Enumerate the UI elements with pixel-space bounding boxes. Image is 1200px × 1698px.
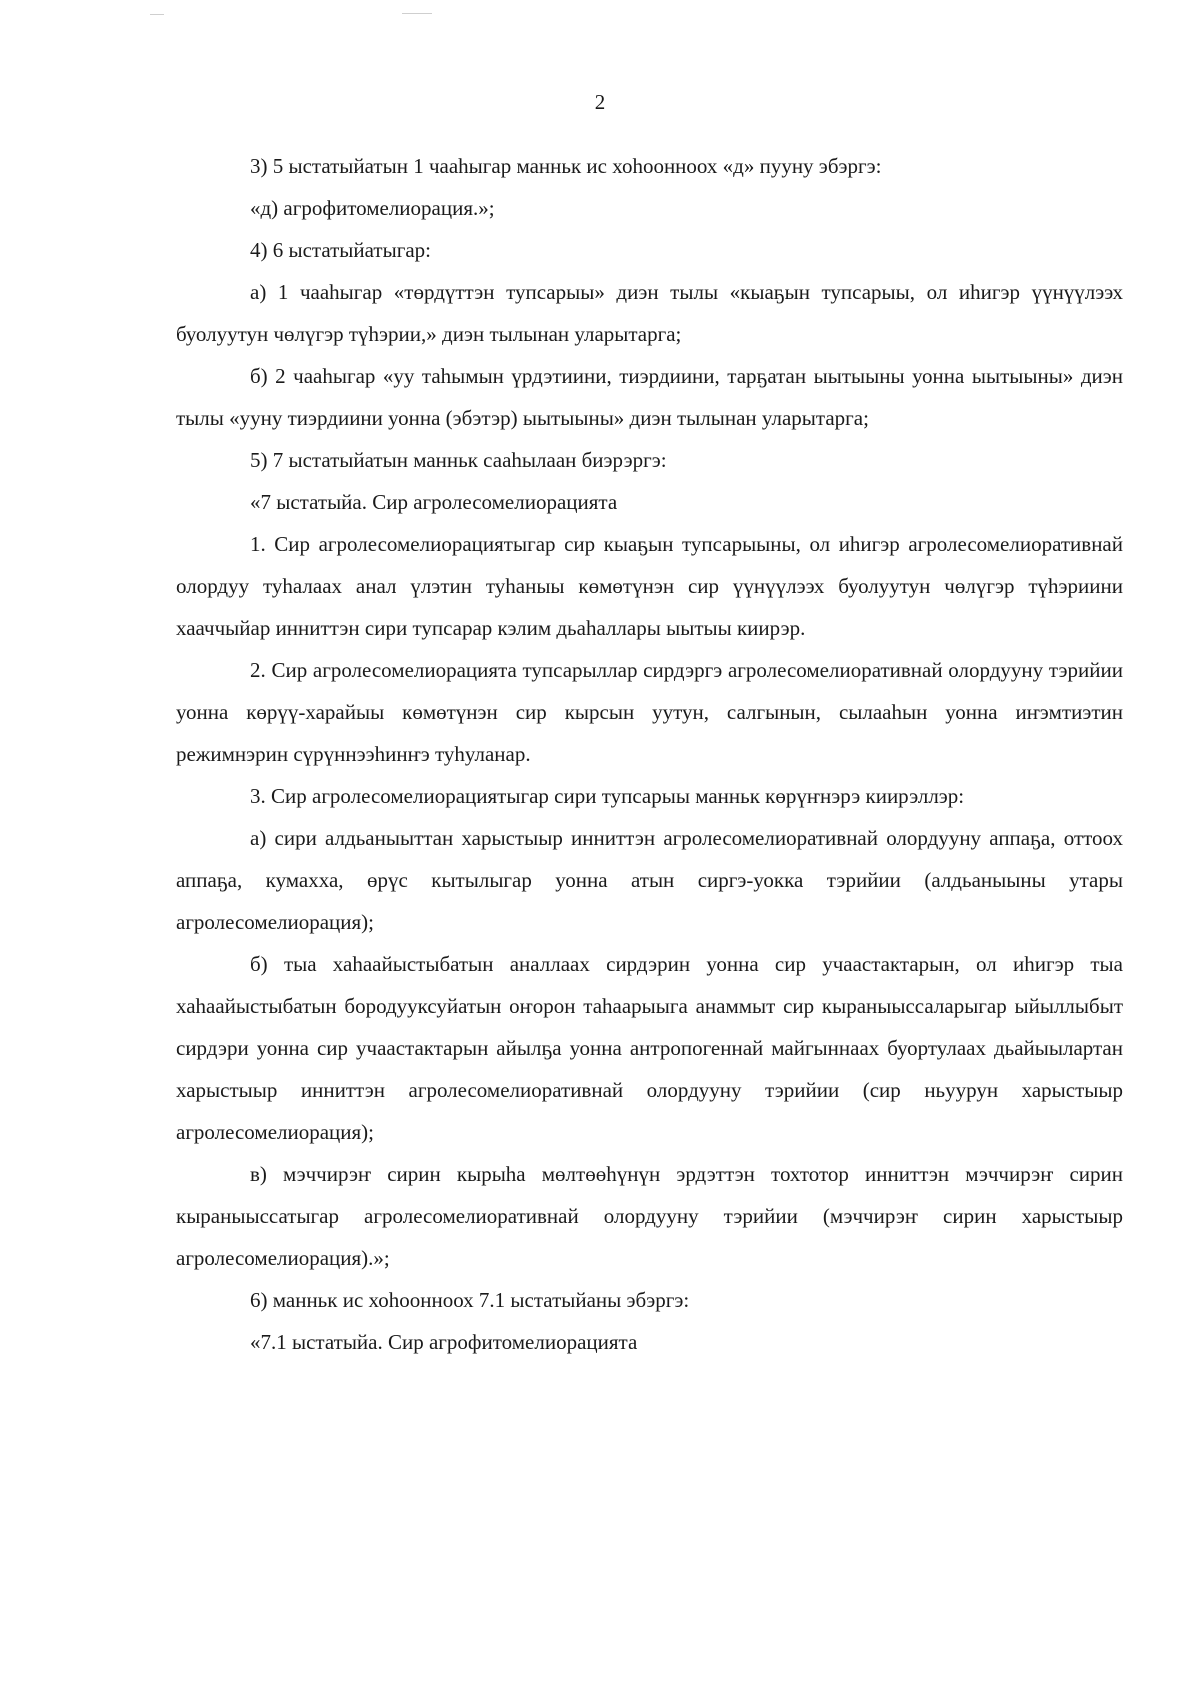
paragraph-subitem-a: а) 1 чааһыгар «төрдүттэн тупсарыы» диэн тылы «кыаҕын тупсарыы, ол иһигэр үүнүүлээх буолуутун чөлүгэр түһэрии,» диэн тылынан уларытарга; (176, 280, 1123, 346)
scan-artifact (402, 13, 432, 14)
article-7-clause-2: 2. Сир агролесомелиорацията тупсарыллар сирдэргэ агролесомелиоративнай олордууну тэрийии уонна көрүү-харайыы көмөтүнэн сир кырсын уутун, салгынын, сылааһын уонна иҥэмтиэтин режимнэрин сүрүннээһинҥэ туһуланар. (176, 658, 1123, 766)
paragraph-item-4: 4) 6 ыстатыйатыгар: (250, 238, 431, 262)
article-7-clause-3-b: б) тыа хаһаайыстыбатын аналлаах сирдэрин уонна сир учаастактарын, ол иһигэр тыа хаһаайыстыбатын бородууксуйатын оҥорон таһаарыыга анаммыт сир кыраныыссаларыгар ыйыллыбыт сирдэри уонна сир учаастактарын айылҕа уонна антропогеннай майгыннаах буортулаах дьайыылартан харыстыыр инниттэн агролесомелиоративнай олордууну тэрийии (сир ньуурун харыстыыр агролесомелиорация); (176, 952, 1123, 1144)
document-body (176, 145, 1123, 1363)
article-7-clause-3-v: в) мэччирэҥ сирин кырыһа мөлтөөһүнүн эрдэттэн тохтотор инниттэн мэччирэҥ сирин кыраныыссатыгар агролесомелиоративнай олордууну тэрийии (мэччирэҥ сирин харыстыыр агролесомелиорация).»; (176, 1162, 1123, 1270)
article-7-clause-3-a: а) сири алдьаныыттан харыстыыр инниттэн агролесомелиоративнай олордууну аппаҕа, оттоох аппаҕа, кумахха, өрүс кытылыгар уонна атын сиргэ-уокка тэрийии (алдьаныыны утары агролесомелиорация); (176, 826, 1123, 934)
article-7-1-heading: «7.1 ыстатыйа. Сир агрофитомелиорацията (250, 1330, 638, 1354)
paragraph-item-3: 3) 5 ыстатыйатын 1 чааһыгар манньк ис хоһоонноох «д» пууну эбэргэ: (250, 154, 882, 178)
scan-artifact (150, 14, 164, 15)
article-7-clause-3: 3. Сир агролесомелиорациятыгар сири тупсарыы манньк көрүҥнэрэ киирэллэр: (250, 784, 965, 808)
article-7-clause-1: 1. Сир агролесомелиорациятыгар сир кыаҕын тупсарыыны, ол иһигэр агролесомелиоративнай олордуу туһалаах анал үлэтин туһаныы көмөтүнэн сир үүнүүлээх буолуутун чөлүгэр түһэриини хааччыйар инниттэн сири тупсарар кэлим дьаһаллары ыытыы киирэр. (176, 532, 1123, 640)
paragraph-quote-d: «д) агрофитомелиорация.»; (250, 196, 495, 220)
article-7-heading: «7 ыстатыйа. Сир агролесомелиорацията (250, 490, 618, 514)
paragraph-subitem-b: б) 2 чааһыгар «уу таһымын үрдэтиини, тиэрдиини, тарҕатан ыытыыны уонна ыытыыны» диэн тылы «ууну тиэрдиини уонна (эбэтэр) ыытыыны» диэн тылынан уларытарга; (176, 364, 1123, 430)
paragraph-item-5: 5) 7 ыстатыйатын манньк сааһылаан биэрэргэ: (250, 448, 667, 472)
paragraph-item-6: 6) манньк ис хоһоонноох 7.1 ыстатыйаны эбэргэ: (250, 1288, 690, 1312)
page-number: 2 (594, 90, 606, 114)
